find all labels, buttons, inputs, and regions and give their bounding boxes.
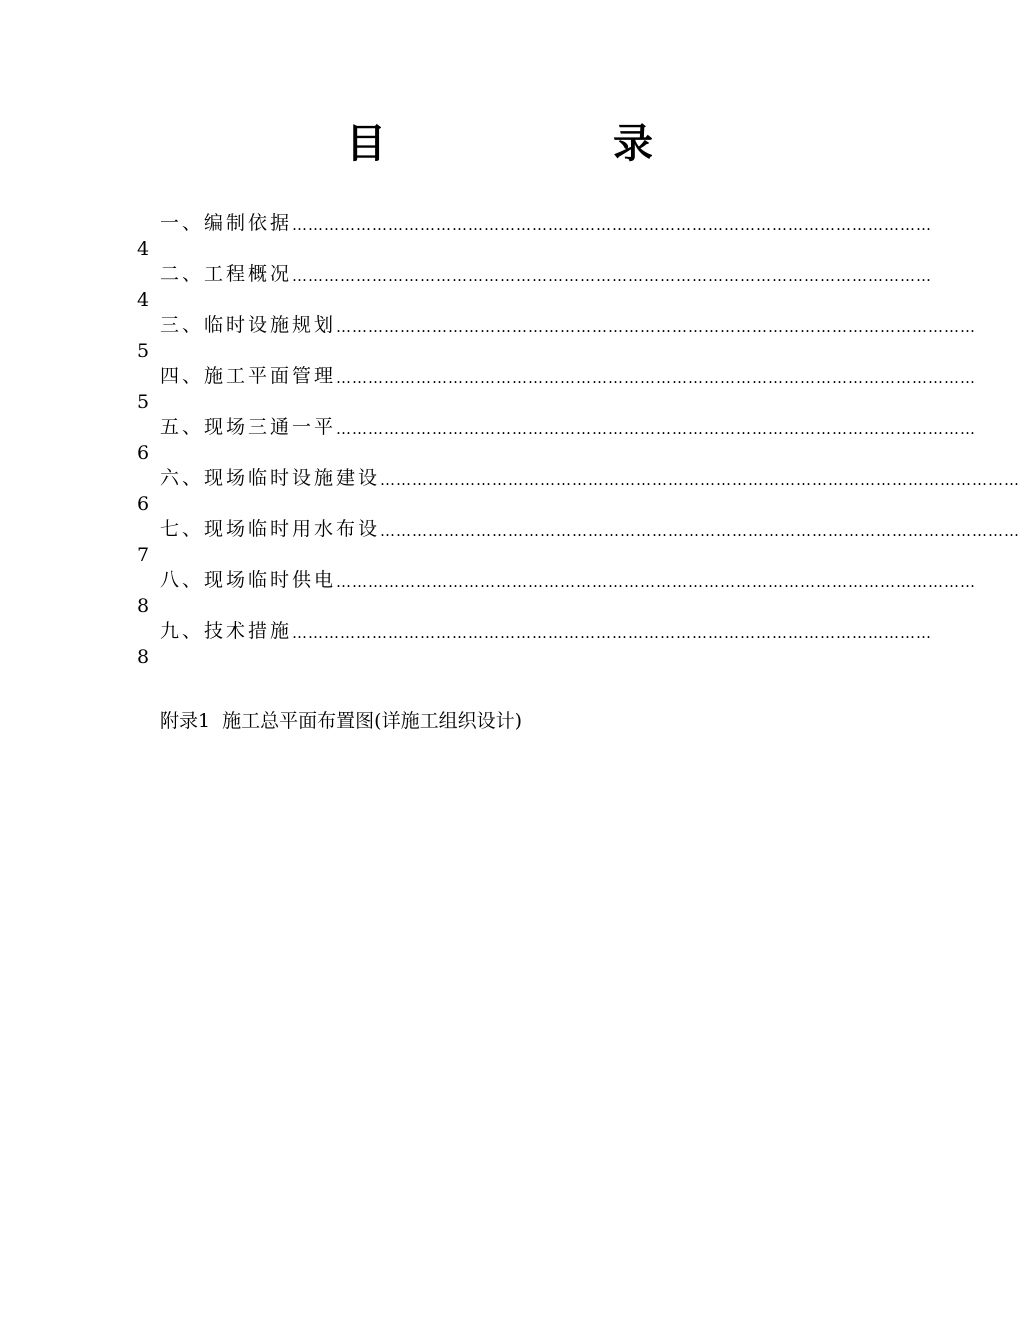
toc-leader-dots: ………………………………………………………………………………………………………… [336, 573, 977, 591]
toc-entry-label: 一、编制依据 [160, 212, 293, 234]
toc-line [160, 463, 1020, 493]
toc-entry-page: 4 [137, 289, 150, 311]
table-of-contents [137, 208, 1020, 668]
toc-entry-page: 4 [137, 238, 150, 260]
toc-entry[interactable] [137, 310, 977, 362]
toc-entry[interactable] [137, 565, 977, 617]
toc-entry-label: 九、技术措施 [160, 620, 293, 642]
toc-line [160, 514, 1020, 544]
toc-leader-dots: ………………………………………………………………………………………………………… [292, 267, 933, 285]
toc-line [160, 412, 977, 442]
toc-entry-page: 8 [137, 595, 150, 617]
toc-leader-dots: ………………………………………………………………………………………………………… [336, 369, 977, 387]
toc-line [160, 616, 933, 646]
toc-entry-label: 四、施工平面管理 [160, 365, 337, 387]
toc-entry[interactable] [137, 259, 933, 311]
toc-entry-page: 6 [137, 442, 150, 464]
toc-entry-page: 6 [137, 493, 150, 515]
toc-entry-page: 5 [137, 391, 150, 413]
toc-entry-label: 六、现场临时设施建设 [160, 467, 381, 489]
toc-entry-label: 二、工程概况 [160, 263, 293, 285]
toc-line [160, 259, 933, 289]
appendix-line: 附录1 施工总平面布置图(详施工组织设计) [160, 710, 522, 732]
toc-entry[interactable] [137, 208, 933, 260]
toc-line [160, 208, 933, 238]
toc-leader-dots: ………………………………………………………………………………………………………… [380, 471, 1020, 489]
toc-entry[interactable] [137, 514, 1020, 566]
toc-entry-page: 7 [137, 544, 150, 566]
title-char-mu: 目 [346, 121, 386, 167]
toc-entry-label: 五、现场三通一平 [160, 416, 337, 438]
toc-entry-page: 8 [137, 646, 150, 668]
toc-leader-dots: ………………………………………………………………………………………………………… [336, 318, 977, 336]
toc-entry-label: 八、现场临时供电 [160, 569, 337, 591]
toc-entry[interactable] [137, 361, 977, 413]
toc-entry[interactable] [137, 463, 1020, 515]
toc-line [160, 565, 977, 595]
toc-line [160, 310, 977, 340]
toc-leader-dots: ………………………………………………………………………………………………………… [292, 216, 933, 234]
toc-leader-dots: ………………………………………………………………………………………………………… [292, 624, 933, 642]
toc-line [160, 361, 977, 391]
toc-entry[interactable] [137, 412, 977, 464]
toc-entry-label: 三、临时设施规划 [160, 314, 337, 336]
toc-entry-label: 七、现场临时用水布设 [160, 518, 381, 540]
toc-entry[interactable] [137, 616, 933, 668]
toc-leader-dots: ………………………………………………………………………………………………………… [336, 420, 977, 438]
toc-title [0, 118, 950, 170]
title-char-lu: 录 [613, 121, 653, 167]
toc-leader-dots: ………………………………………………………………………………………………………… [380, 522, 1020, 540]
toc-entry-page: 5 [137, 340, 150, 362]
